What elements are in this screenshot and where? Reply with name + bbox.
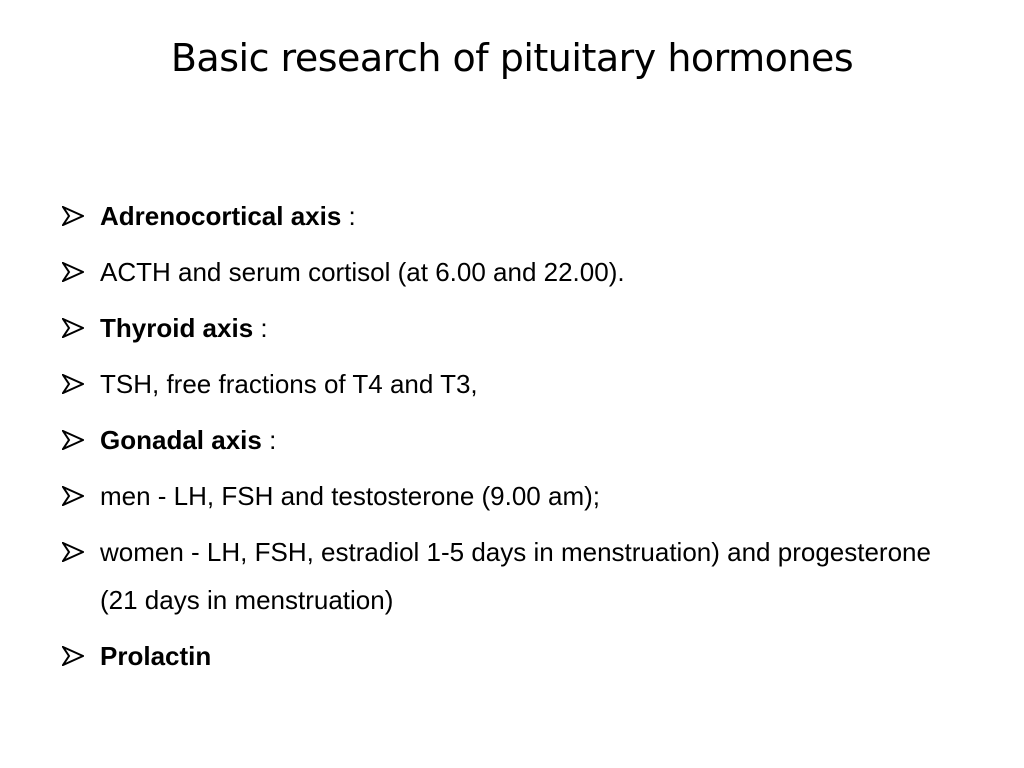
bullet-item <box>62 416 962 464</box>
bullet-bold-text: Gonadal axis <box>100 425 262 455</box>
bullet-item <box>62 472 962 520</box>
bullet-item <box>62 528 962 624</box>
bullet-text: TSH, free fractions of T4 and T3, <box>100 369 478 399</box>
bullet-item <box>62 304 962 352</box>
bullet-item <box>62 360 962 408</box>
bullet-list <box>62 192 962 688</box>
bullet-bold-text: Adrenocortical axis <box>100 201 342 231</box>
arrowhead-bullet-icon <box>62 486 84 506</box>
bullet-text: : <box>261 425 277 455</box>
bullet-item <box>62 192 962 240</box>
arrowhead-bullet-icon <box>62 542 84 562</box>
arrowhead-bullet-icon <box>62 374 84 394</box>
arrowhead-bullet-icon <box>62 206 84 226</box>
bullet-text: : <box>341 201 356 231</box>
bullet-bold-text: Prolactin <box>100 641 212 671</box>
arrowhead-bullet-icon <box>62 646 84 666</box>
bullet-item <box>62 632 962 680</box>
slide-title: Basic research of pituitary hormones <box>170 36 854 80</box>
arrowhead-bullet-icon <box>62 262 84 282</box>
bullet-text: men - LH, FSH and testosterone (9.00 am); <box>100 481 600 511</box>
arrowhead-bullet-icon <box>62 318 84 338</box>
bullet-text: ACTH and serum cortisol (at 6.00 and 22.00). <box>100 257 625 287</box>
bullet-item <box>62 248 962 296</box>
bullet-bold-text: Thyroid axis <box>100 313 254 343</box>
bullet-text: women - LH, FSH, estradiol 1-5 days in menstruation) and progesterone (21 days in menstruation) <box>100 537 931 615</box>
bullet-text: : <box>253 313 268 343</box>
arrowhead-bullet-icon <box>62 430 84 450</box>
